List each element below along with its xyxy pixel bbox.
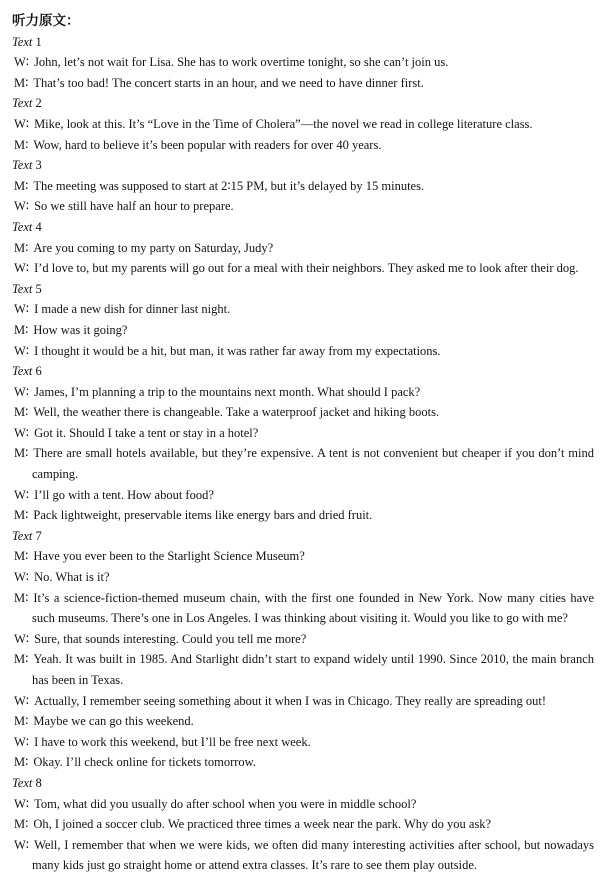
dialogue-line <box>14 732 594 753</box>
dialogue-line <box>14 629 594 650</box>
dialogue-text: Yeah. It was built in 1985. And Starlight didn’t start to expand widely until 1990. Since 2010, the main branch has been in Texas. <box>32 652 594 687</box>
dialogue-text: So we still have half an hour to prepare. <box>34 199 234 214</box>
speaker-label: M∶ <box>14 405 29 420</box>
dialogue-text: I’d love to, but my parents will go out for a meal with their neighbors. They asked me to look after their dog. <box>34 261 579 276</box>
dialogue-text: John, let’s not wait for Lisa. She has to work overtime tonight, so she can’t join us. <box>34 55 449 70</box>
text-label-number: 7 <box>32 528 42 543</box>
dialogue-line <box>14 649 594 690</box>
text-label-number: 1 <box>32 34 42 49</box>
speaker-label: M∶ <box>14 817 29 832</box>
transcript <box>12 32 594 876</box>
dialogue-line <box>14 402 594 423</box>
dialogue-section <box>12 93 594 155</box>
dialogue-text: The meeting was supposed to start at 2∶15 PM, but it’s delayed by 15 minutes. <box>33 178 425 193</box>
text-label-word: Text <box>12 96 33 111</box>
speaker-label: M∶ <box>14 549 29 564</box>
dialogue-text: No. What is it? <box>34 570 110 585</box>
dialogue-line <box>14 691 594 712</box>
dialogue-text: How was it going? <box>33 322 128 337</box>
dialogue-text: Okay. I’ll check online for tickets tomorrow. <box>33 755 256 770</box>
dialogue-text: I have to work this weekend, but I’ll be free next week. <box>34 734 311 749</box>
text-label-word: Text <box>12 34 33 49</box>
dialogue-section <box>12 773 594 876</box>
dialogue-line <box>14 485 594 506</box>
dialogue-line <box>14 588 594 629</box>
dialogue-text: James, I’m planning a trip to the mountains next month. What should I pack? <box>34 384 421 399</box>
text-section-label <box>12 93 594 114</box>
text-label-number: 6 <box>32 364 42 379</box>
speaker-label: M∶ <box>14 322 29 337</box>
speaker-label: W∶ <box>14 631 30 646</box>
dialogue-line <box>14 114 594 135</box>
dialogue-text: Maybe we can go this weekend. <box>33 714 194 729</box>
dialogue-text: That’s too bad! The concert starts in an hour, and we need to have dinner first. <box>33 75 424 90</box>
dialogue-text: I made a new dish for dinner last night. <box>34 302 231 317</box>
dialogue-line <box>14 238 594 259</box>
speaker-label: W∶ <box>14 343 30 358</box>
dialogue-text: Tom, what did you usually do after school when you were in middle school? <box>34 796 417 811</box>
dialogue-line <box>14 196 594 217</box>
dialogue-text: Well, the weather there is changeable. Take a waterproof jacket and hiking boots. <box>33 405 440 420</box>
text-label-number: 5 <box>32 281 42 296</box>
speaker-label: M∶ <box>14 137 29 152</box>
text-label-number: 4 <box>32 219 42 234</box>
speaker-label: W∶ <box>14 837 30 852</box>
speaker-label: W∶ <box>14 734 30 749</box>
dialogue-line <box>14 546 594 567</box>
dialogue-line <box>14 423 594 444</box>
dialogue-line <box>14 135 594 156</box>
speaker-label: M∶ <box>14 508 29 523</box>
text-label-word: Text <box>12 528 33 543</box>
text-section-label <box>12 32 594 53</box>
dialogue-section <box>12 526 594 773</box>
dialogue-text: Are you coming to my party on Saturday, Judy? <box>33 240 274 255</box>
speaker-label: W∶ <box>14 261 30 276</box>
dialogue-section <box>12 361 594 526</box>
dialogue-text: Have you ever been to the Starlight Science Museum? <box>33 549 305 564</box>
dialogue-section <box>12 155 594 217</box>
text-section-label <box>12 217 594 238</box>
text-label-word: Text <box>12 775 33 790</box>
speaker-label: M∶ <box>14 755 29 770</box>
dialogue-line <box>14 382 594 403</box>
dialogue-section <box>12 279 594 361</box>
text-label-word: Text <box>12 281 33 296</box>
dialogue-line <box>14 567 594 588</box>
speaker-label: W∶ <box>14 55 30 70</box>
dialogue-line <box>14 73 594 94</box>
dialogue-line <box>14 835 594 876</box>
speaker-label: W∶ <box>14 199 30 214</box>
text-label-word: Text <box>12 219 33 234</box>
text-label-number: 3 <box>32 158 42 173</box>
dialogue-text: Sure, that sounds interesting. Could you tell me more? <box>34 631 307 646</box>
dialogue-text: I’ll go with a tent. How about food? <box>34 487 214 502</box>
text-label-number: 2 <box>32 96 42 111</box>
speaker-label: W∶ <box>14 693 30 708</box>
dialogue-text: Actually, I remember seeing something about it when I was in Chicago. They really are spreading out! <box>34 693 547 708</box>
dialogue-line <box>14 299 594 320</box>
dialogue-line <box>14 52 594 73</box>
speaker-label: W∶ <box>14 302 30 317</box>
text-section-label <box>12 155 594 176</box>
speaker-label: M∶ <box>14 652 29 667</box>
speaker-label: M∶ <box>14 590 29 605</box>
speaker-label: M∶ <box>14 714 29 729</box>
dialogue-line <box>14 752 594 773</box>
speaker-label: W∶ <box>14 796 30 811</box>
dialogue-line <box>14 341 594 362</box>
speaker-label: W∶ <box>14 487 30 502</box>
dialogue-line <box>14 258 594 279</box>
dialogue-text: I thought it would be a hit, but man, it was rather far away from my expectations. <box>34 343 441 358</box>
dialogue-line <box>14 794 594 815</box>
dialogue-text: Well, I remember that when we were kids, we often did many interesting activities after school, but nowadays many kids just go straight home or attend extra classes. It’s rare to see them play outside. <box>32 837 594 873</box>
dialogue-line <box>14 814 594 835</box>
dialogue-text: Mike, look at this. It’s “Love in the Time of Cholera”—the novel we read in college literature class. <box>34 116 533 131</box>
text-section-label <box>12 279 594 300</box>
dialogue-line <box>14 443 594 484</box>
dialogue-line <box>14 505 594 526</box>
text-section-label <box>12 773 594 794</box>
text-section-label <box>12 526 594 547</box>
speaker-label: W∶ <box>14 570 30 585</box>
text-section-label <box>12 361 594 382</box>
text-label-number: 8 <box>32 775 42 790</box>
dialogue-text: Got it. Should I take a tent or stay in a hotel? <box>34 425 259 440</box>
dialogue-line <box>14 320 594 341</box>
speaker-label: W∶ <box>14 384 30 399</box>
text-label-word: Text <box>12 158 33 173</box>
dialogue-line <box>14 711 594 732</box>
dialogue-text: Wow, hard to believe it’s been popular with readers for over 40 years. <box>33 137 382 152</box>
dialogue-text: Pack lightweight, preservable items like energy bars and dried fruit. <box>33 508 373 523</box>
speaker-label: M∶ <box>14 240 29 255</box>
dialogue-text: Oh, I joined a soccer club. We practiced three times a week near the park. Why do you ask? <box>33 817 492 832</box>
dialogue-section <box>12 217 594 279</box>
speaker-label: W∶ <box>14 116 30 131</box>
dialogue-text: It’s a science-fiction-themed museum chain, with the first one founded in New York. Now many cities have such museums. There’s one in Los Angeles. I was thinking about visiting it. Would you like to go with me? <box>32 590 594 626</box>
dialogue-section <box>12 32 594 94</box>
speaker-label: M∶ <box>14 178 29 193</box>
dialogue-text: There are small hotels available, but they’re expensive. A tent is not convenient but cheaper if you don’t mind camping. <box>32 446 594 482</box>
page-title: 听力原文： <box>12 13 80 29</box>
speaker-label: W∶ <box>14 425 30 440</box>
speaker-label: M∶ <box>14 75 29 90</box>
text-label-word: Text <box>12 364 33 379</box>
speaker-label: M∶ <box>14 446 29 461</box>
dialogue-line <box>14 176 594 197</box>
